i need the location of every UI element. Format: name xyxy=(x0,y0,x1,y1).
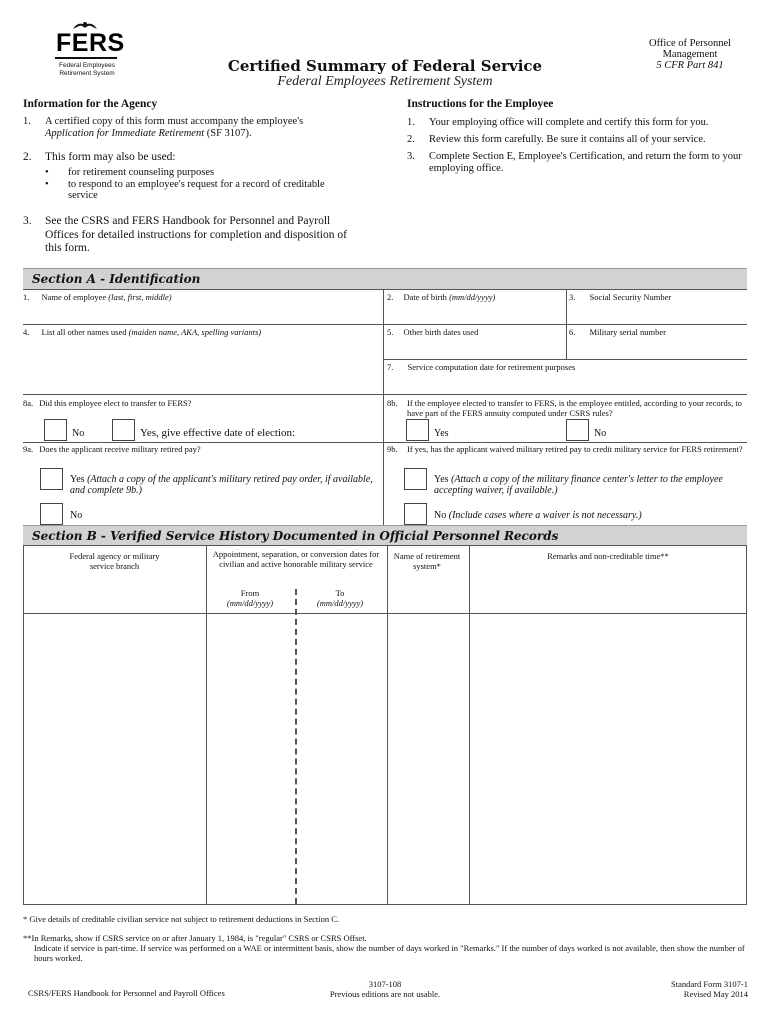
section-b-header xyxy=(23,525,747,545)
employee-info-item-3: 3. Complete Section E, Employee's Certification, and return the form to your employing office. xyxy=(407,151,742,174)
option-8a-yes-label: Yes, give effective date of election: xyxy=(140,427,296,439)
entry-remarks-cell[interactable] xyxy=(469,614,746,903)
entry-agency-cell[interactable] xyxy=(24,614,204,903)
checkbox-9a-no[interactable] xyxy=(40,503,63,525)
logo-caption: Federal Employees Retirement System xyxy=(59,62,115,77)
option-8b-no-label: No xyxy=(594,428,607,439)
column-header-to: To (mm/dd/yyyy) xyxy=(316,588,364,608)
divider xyxy=(23,442,747,443)
entry-retirement-system-cell[interactable] xyxy=(387,614,467,903)
option-9a-yes-label: Yes (Attach a copy of the applicant's military retired pay order, if available, and complete 9b.) xyxy=(70,474,373,496)
checkbox-8a-no[interactable] xyxy=(44,419,67,441)
question-8b-label: 8b. If the employee elected to transfer to FERS, is the employee entitled, according to your records, to have part of the FERS annuity computed under CSRS rules? xyxy=(387,398,742,418)
divider xyxy=(23,394,747,395)
question-9a-label: 9a. Does the applicant receive military retired pay? xyxy=(23,444,201,454)
column-header-agency: Federal agency or military service branch xyxy=(69,551,160,571)
column-header-from: From (mm/dd/yyyy) xyxy=(226,588,274,608)
list-item: • to respond to an employee's request for a record of creditable service xyxy=(45,178,325,201)
bullet-icon: • xyxy=(45,167,49,178)
agency-info-item-2: 2. This form may also be used: • for retirement counseling purposes • to respond to an employee's request for a record of creditable service xyxy=(23,151,363,202)
checkbox-9a-yes[interactable] xyxy=(40,468,63,490)
column-header-remarks: Remarks and non-creditable time** xyxy=(547,551,669,561)
section-a-header xyxy=(23,268,747,289)
divider xyxy=(23,289,747,290)
checkbox-8b-yes[interactable] xyxy=(406,419,429,441)
field-other-names[interactable]: 4. List all other names used (maiden name, AKA, spelling variants) xyxy=(23,327,262,337)
bullet-icon: • xyxy=(45,178,49,190)
employee-info-heading: Instructions for the Employee xyxy=(407,98,554,110)
section-a-title: Section A - Identification xyxy=(32,272,201,286)
agency-block: Office of Personnel Management 5 CFR Part 841 xyxy=(648,38,732,71)
logo-underline xyxy=(55,57,117,59)
agency-info-item-3: 3. See the CSRS and FERS Handbook for Personnel and Payroll Offices for detailed instructions for completion and disposition of this form. xyxy=(23,215,347,254)
option-8a-no-label: No xyxy=(72,428,85,439)
checkbox-9b-yes[interactable] xyxy=(404,468,427,490)
form-title: Certified Summary of Federal Service xyxy=(227,57,543,75)
field-ssn[interactable]: 3. Social Security Number xyxy=(569,292,672,302)
logo-wordmark: FERS xyxy=(56,29,125,57)
employee-info-item-2: 2. Review this form carefully. Be sure it contains all of your service. xyxy=(407,134,706,145)
form-subtitle: Federal Employees Retirement System xyxy=(277,74,493,89)
fers-logo xyxy=(52,20,125,84)
field-other-birth-dates[interactable]: 5. Other birth dates used xyxy=(387,327,479,337)
field-date-of-birth[interactable]: 2. Date of birth (mm/dd/yyyy) xyxy=(387,292,496,302)
question-9b-label: 9b. If yes, has the applicant waived military retired pay to credit military service for FERS retirement? xyxy=(387,444,743,454)
option-8b-yes-label: Yes xyxy=(434,428,449,439)
divider xyxy=(23,324,747,325)
agency-info-heading: Information for the Agency xyxy=(23,98,158,110)
agency-info-item-1: 1. A certified copy of this form must accompany the employee's Application for Immediate Retirement (SF 3107). xyxy=(23,116,304,139)
field-employee-name[interactable]: 1. Name of employee (last, first, middle) xyxy=(23,292,172,302)
section-b-title: Section B - Verified Service History Documented in Official Personnel Records xyxy=(32,529,559,543)
divider xyxy=(383,359,747,360)
checkbox-8b-no[interactable] xyxy=(566,419,589,441)
footer-handbook: CSRS/FERS Handbook for Personnel and Payroll Offices xyxy=(28,988,225,998)
option-9b-yes-label: Yes (Attach a copy of the military finance center's letter to the employee accepting waiver, if available.) xyxy=(434,474,723,496)
list-item: • for retirement counseling purposes xyxy=(45,167,215,178)
footnote-2: **In Remarks, show if CSRS service on or after January 1, 1984, is "regular" CSRS or CSRS Offset. Indicate if service is part-time. If service was performed on a WAE or intermittent basis, show the number of days worked in "Remarks." If the number of days worked is not available, then show the number of hours worked. xyxy=(23,933,745,963)
usage-list xyxy=(45,167,363,202)
footer-form-number: 3107-108 Previous editions are not usable. xyxy=(329,979,441,999)
field-service-computation-date[interactable]: 7. Service computation date for retirement purposes xyxy=(387,362,576,372)
question-8a-label: 8a. Did this employee elect to transfer to FERS? xyxy=(23,398,192,408)
checkbox-8a-yes[interactable] xyxy=(112,419,135,441)
divider xyxy=(566,289,567,359)
footer-standard-form: Standard Form 3107-1 Revised May 2014 xyxy=(671,979,748,999)
checkbox-9b-no[interactable] xyxy=(404,503,427,525)
entry-from-cell[interactable] xyxy=(206,614,294,903)
employee-info-item-1: 1. Your employing office will complete and certify this form for you. xyxy=(407,117,709,128)
option-9b-no-label: No (Include cases where a waiver is not necessary.) xyxy=(434,510,642,521)
option-9a-no-label: No xyxy=(70,510,83,521)
footnote-1: * Give details of creditable civilian service not subject to retirement deductions in Section C. xyxy=(23,914,340,924)
column-header-dates: Appointment, separation, or conversion dates for civilian and active honorable military service xyxy=(212,549,380,569)
divider xyxy=(383,289,384,544)
entry-to-cell[interactable] xyxy=(296,614,384,903)
field-military-serial[interactable]: 6. Military serial number xyxy=(569,327,666,337)
column-header-retirement-system: Name of retirement system* xyxy=(393,551,461,571)
